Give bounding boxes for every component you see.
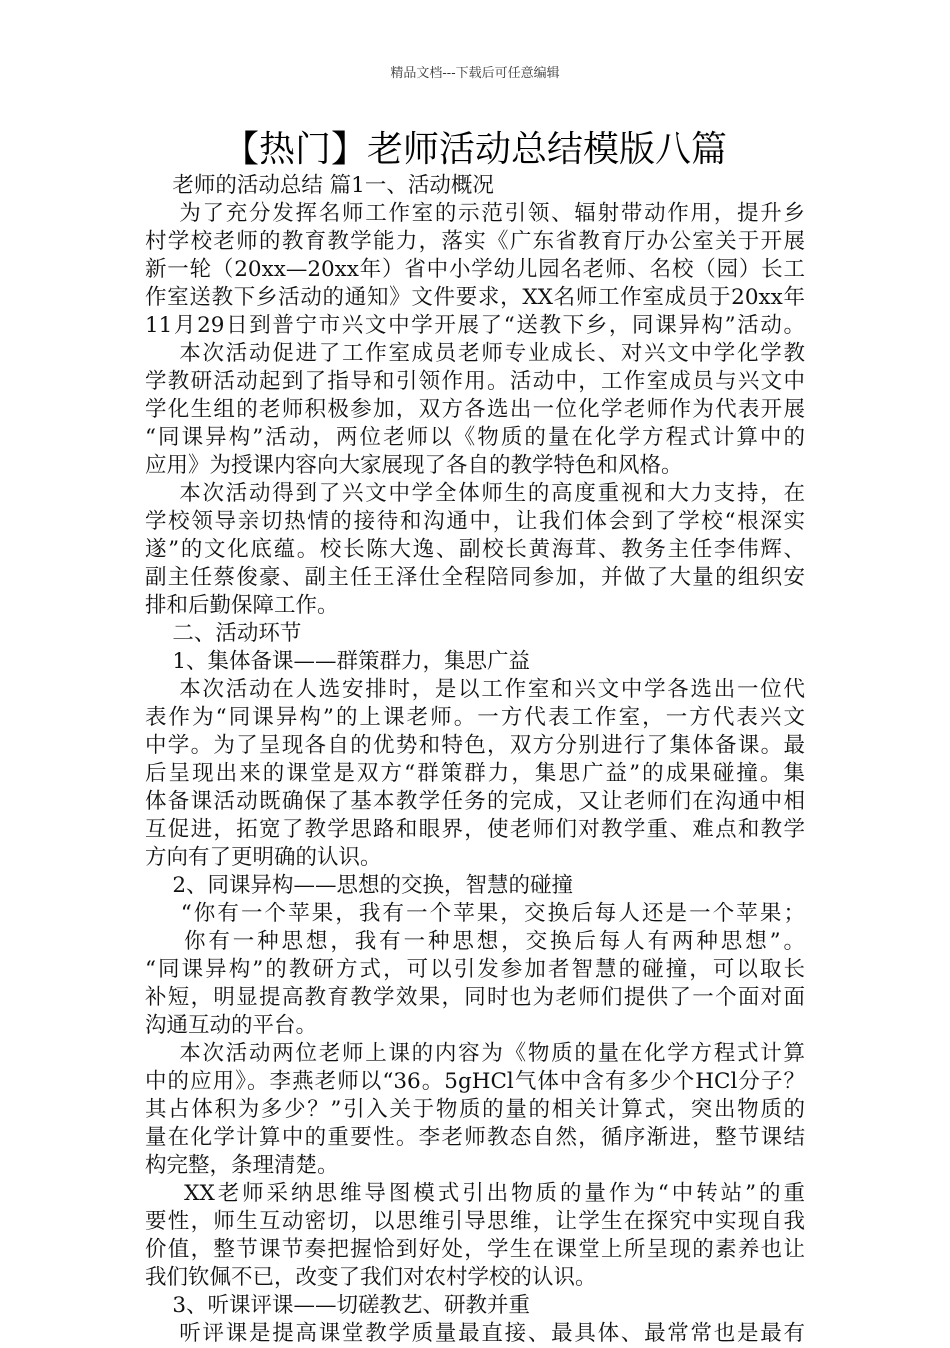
body-text-line: 沟通互动的平台。: [145, 1013, 318, 1038]
body-text-line: 为了充分发挥名师工作室的示范引领、辐射带动作用，提升乡: [145, 201, 805, 226]
body-text-line: 作室送教下乡活动的通知》文件要求，XX名师工作室成员于20xx年: [145, 285, 805, 310]
body-text-line: 村学校老师的教育教学能力，落实《广东省教育厅办公室关于开展: [145, 229, 805, 254]
page-header: 精品文档---下载后可任意编辑: [390, 66, 560, 81]
body-text-line: 二、活动环节: [145, 621, 302, 646]
body-text-line: 排和后勤保障工作。: [145, 593, 339, 618]
body-text-line: 副主任蔡俊豪、副主任王泽仕全程陪同参加，并做了大量的组织安: [145, 565, 805, 590]
body-text-line: 互促进，拓宽了教学思路和眼界，使老师们对教学重、难点和教学: [145, 817, 805, 842]
body-text-line: 我们钦佩不已，改变了我们对农村学校的认识。: [145, 1265, 597, 1290]
body-text-line: 方向有了更明确的认识。: [145, 845, 382, 870]
body-text-line: 听评课是提高课堂教学质量最直接、最具体、最常常也是最有: [145, 1321, 805, 1346]
body-text-line: 后呈现出来的课堂是双方“群策群力，集思广益”的成果碰撞。集: [145, 761, 805, 786]
body-text-line: 中的应用》。李燕老师以“36。5gHCl气体中含有多少个HCl分子？: [145, 1069, 805, 1094]
body-text-line: 1、集体备课——群策群力，集思广益: [145, 649, 531, 674]
document-title: 【热门】老师活动总结模版八篇: [222, 129, 727, 170]
body-text-line: 本次活动促进了工作室成员老师专业成长、对兴文中学化学教: [145, 341, 805, 366]
body-text-line: 中学。为了呈现各自的优势和特色，双方分别进行了集体备课。最: [145, 733, 805, 758]
body-text-line: 量在化学计算中的重要性。李老师教态自然，循序渐进，整节课结: [145, 1125, 805, 1150]
body-text-line: 11月29日到普宁市兴文中学开展了“送教下乡，同课异构”活动。: [145, 313, 805, 338]
body-text-line: 要性，师生互动密切，以思维引导思维，让学生在探究中实现自我: [145, 1209, 805, 1234]
body-text-line: 体备课活动既确保了基本教学任务的完成，又让老师们在沟通中相: [145, 789, 805, 814]
body-text-line: 你有一种思想，我有一种思想，交换后每人有两种思想”。: [145, 929, 805, 954]
body-text-line: 老师的活动总结 篇1一、活动概况: [145, 173, 494, 198]
body-text-line: “同课异构”活动，两位老师以《物质的量在化学方程式计算中的: [145, 425, 805, 450]
body-text-line: 学化生组的老师积极参加，双方各选出一位化学老师作为代表开展: [145, 397, 805, 422]
body-text-line: 应用》为授课内容向大家展现了各自的教学特色和风格。: [145, 453, 683, 478]
body-text-line: 遂”的文化底蕴。校长陈大逸、副校长黄海茸、教务主任李伟辉、: [145, 537, 805, 562]
body-text-line: 新一轮（20xx—20xx年）省中小学幼儿园名老师、名校（园）长工: [145, 257, 805, 282]
body-text-line: XX老师采纳思维导图模式引出物质的量作为“中转站”的重: [145, 1181, 805, 1206]
body-text-line: 构完整，条理清楚。: [145, 1153, 339, 1178]
body-text-line: 学教研活动起到了指导和引领作用。活动中，工作室成员与兴文中: [145, 369, 805, 394]
body-text-line: 学校领导亲切热情的接待和沟通中，让我们体会到了学校“根深实: [145, 509, 805, 534]
body-text-line: 本次活动得到了兴文中学全体师生的高度重视和大力支持，在: [145, 481, 805, 506]
body-text-line: 本次活动两位老师上课的内容为《物质的量在化学方程式计算: [145, 1041, 805, 1066]
body-text-line: 3、听课评课——切磋教艺、研教并重: [145, 1293, 531, 1318]
body-text-line: 本次活动在人选安排时，是以工作室和兴文中学各选出一位代: [145, 677, 805, 702]
body-text-line: 价值，整节课节奏把握恰到好处，学生在课堂上所呈现的素养也让: [145, 1237, 805, 1262]
body-text-line: 表作为“同课异构”的上课老师。一方代表工作室，一方代表兴文: [145, 705, 805, 730]
body-text-line: 2、同课异构——思想的交换，智慧的碰撞: [145, 873, 574, 898]
body-text-line: 补短，明显提高教育教学效果，同时也为老师们提供了一个面对面: [145, 985, 805, 1010]
body-text-line: “同课异构”的教研方式，可以引发参加者智慧的碰撞，可以取长: [145, 957, 805, 982]
body-text-line: “你有一个苹果，我有一个苹果，交换后每人还是一个苹果；: [145, 901, 805, 926]
body-text-line: 其占体积为多少？”引入关于物质的量的相关计算式，突出物质的: [145, 1097, 805, 1122]
document-body: [145, 172, 805, 1348]
